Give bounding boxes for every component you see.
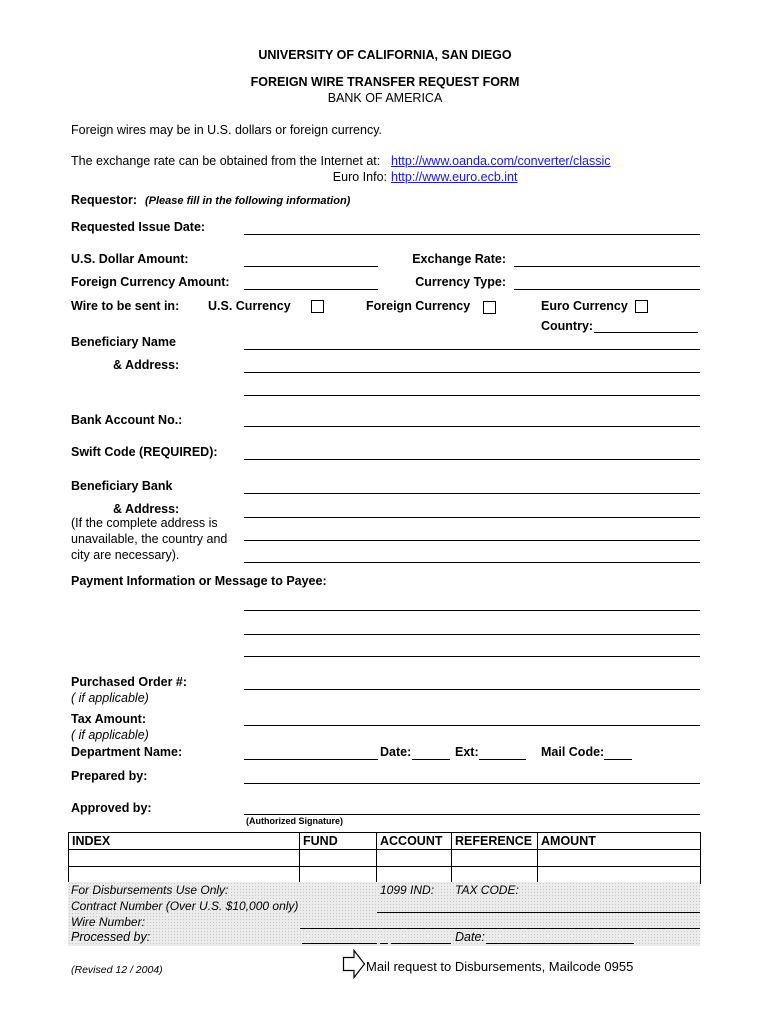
fund-header: FUND bbox=[300, 833, 377, 850]
reference-cell[interactable] bbox=[452, 867, 538, 884]
processed-date-label: Date: bbox=[455, 930, 485, 944]
issue-date-label: Requested Issue Date: bbox=[71, 220, 206, 234]
wire-number-label: Wire Number: bbox=[71, 915, 145, 929]
us-currency-checkbox[interactable] bbox=[311, 300, 324, 313]
authorized-signature-label: (Authorized Signature) bbox=[246, 816, 343, 826]
country-label: Country: bbox=[541, 319, 594, 333]
department-label: Department Name: bbox=[71, 745, 183, 759]
account-table-header bbox=[69, 833, 701, 850]
beneficiary-name-label: Beneficiary Name bbox=[71, 335, 176, 349]
mail-code-label: Mail Code: bbox=[541, 745, 605, 759]
swift-code-field[interactable] bbox=[244, 459, 700, 460]
table-row bbox=[69, 850, 701, 867]
payment-info-line-1[interactable] bbox=[244, 610, 700, 611]
fund-cell[interactable] bbox=[300, 850, 377, 867]
us-currency-label: U.S. Currency bbox=[208, 299, 291, 313]
disbursements-use-only: For Disbursements Use Only: bbox=[71, 883, 229, 897]
amount-cell[interactable] bbox=[538, 867, 701, 884]
foreign-currency-checkbox[interactable] bbox=[483, 301, 496, 314]
contract-number-field[interactable] bbox=[377, 912, 700, 913]
beneficiary-name-field[interactable] bbox=[244, 349, 700, 350]
processed-by-field[interactable] bbox=[302, 943, 377, 944]
date-label: Date: bbox=[380, 745, 412, 759]
account-header: ACCOUNT bbox=[377, 833, 452, 850]
department-field[interactable] bbox=[244, 759, 378, 760]
issue-date-field[interactable] bbox=[244, 234, 700, 235]
bank-address-line-2[interactable] bbox=[244, 540, 700, 541]
beneficiary-address-line-1[interactable] bbox=[244, 372, 700, 373]
currency-type-field[interactable] bbox=[514, 289, 700, 290]
euro-currency-checkbox[interactable] bbox=[635, 300, 648, 313]
date-field[interactable] bbox=[412, 759, 450, 760]
swift-code-label: Swift Code (REQUIRED): bbox=[71, 445, 218, 459]
bank-address-line-3[interactable] bbox=[244, 562, 700, 563]
bank-account-field[interactable] bbox=[244, 426, 700, 427]
beneficiary-address-label: & Address: bbox=[113, 358, 180, 372]
university-title: UNIVERSITY OF CALIFORNIA, SAN DIEGO bbox=[258, 48, 512, 62]
beneficiary-bank-label: Beneficiary Bank bbox=[71, 479, 173, 493]
bank-account-label: Bank Account No.: bbox=[71, 413, 183, 427]
reference-cell[interactable] bbox=[452, 850, 538, 867]
tax-amount-label: Tax Amount: bbox=[71, 712, 146, 726]
wire-number-field[interactable] bbox=[300, 928, 700, 929]
mail-request-note: Mail request to Disbursements, Mailcode 0955 bbox=[366, 959, 634, 974]
payment-info-line-2[interactable] bbox=[244, 634, 700, 635]
index-cell[interactable] bbox=[69, 867, 300, 884]
bank-address-line-1[interactable] bbox=[244, 517, 700, 518]
prepared-by-field[interactable] bbox=[244, 783, 700, 784]
exchange-rate-field[interactable] bbox=[514, 266, 700, 267]
bank-address-label: & Address: bbox=[113, 502, 180, 516]
currency-note: Foreign wires may be in U.S. dollars or foreign currency. bbox=[71, 123, 382, 137]
prepared-by-label: Prepared by: bbox=[71, 769, 148, 783]
revised-note: (Revised 12 / 2004) bbox=[71, 964, 163, 976]
ind-1099-label: 1099 IND: bbox=[380, 883, 435, 897]
payment-info-label: Payment Information or Message to Payee: bbox=[71, 574, 327, 588]
tax-amount-field[interactable] bbox=[244, 725, 700, 726]
ext-field[interactable] bbox=[479, 759, 526, 760]
reference-header: REFERENCE bbox=[452, 833, 538, 850]
tax-if-applicable: ( if applicable) bbox=[71, 728, 149, 742]
index-cell[interactable] bbox=[69, 850, 300, 867]
usd-amount-label: U.S. Dollar Amount: bbox=[71, 252, 189, 266]
mail-code-field[interactable] bbox=[604, 759, 632, 760]
table-row bbox=[69, 867, 701, 884]
account-cell[interactable] bbox=[377, 867, 452, 884]
foreign-amount-label: Foreign Currency Amount: bbox=[71, 275, 230, 289]
processed-by-field-end[interactable] bbox=[391, 943, 451, 944]
account-table bbox=[68, 832, 701, 884]
contract-number-label: Contract Number (Over U.S. $10,000 only) bbox=[71, 899, 299, 913]
processed-by-label: Processed by: bbox=[71, 930, 151, 944]
beneficiary-address-line-2[interactable] bbox=[244, 395, 700, 396]
usd-amount-field[interactable] bbox=[244, 266, 378, 267]
oanda-link[interactable]: http://www.oanda.com/converter/classic bbox=[391, 154, 611, 168]
fund-cell[interactable] bbox=[300, 867, 377, 884]
po-if-applicable: ( if applicable) bbox=[71, 691, 149, 705]
purchase-order-field[interactable] bbox=[244, 689, 700, 690]
requestor-hint: (Please fill in the following information) bbox=[145, 195, 351, 207]
approved-by-label: Approved by: bbox=[71, 801, 152, 815]
requestor-label: Requestor: bbox=[71, 193, 137, 207]
bank-address-note-1: (If the complete address is bbox=[71, 516, 218, 530]
beneficiary-bank-field[interactable] bbox=[244, 493, 700, 494]
purchase-order-label: Purchased Order #: bbox=[71, 675, 188, 689]
approved-by-field[interactable] bbox=[244, 814, 700, 815]
ecb-link[interactable]: http://www.euro.ecb.int bbox=[391, 170, 518, 184]
exchange-rate-field-label: Exchange Rate: bbox=[412, 252, 506, 266]
foreign-currency-label: Foreign Currency bbox=[366, 299, 471, 313]
form-title: FOREIGN WIRE TRANSFER REQUEST FORM bbox=[250, 75, 520, 89]
country-field[interactable] bbox=[594, 332, 698, 333]
euro-currency-label: Euro Currency bbox=[541, 299, 628, 313]
wire-sent-in-label: Wire to be sent in: bbox=[71, 299, 180, 313]
bank-address-note-3: city are necessary). bbox=[71, 548, 180, 562]
tax-code-label: TAX CODE: bbox=[455, 883, 519, 897]
index-header: INDEX bbox=[69, 833, 300, 850]
bank-address-note-2: unavailable, the country and bbox=[71, 532, 228, 546]
euro-info-label: Euro Info: bbox=[332, 170, 387, 184]
payment-info-line-3[interactable] bbox=[244, 656, 700, 657]
processed-date-field[interactable] bbox=[486, 943, 634, 944]
foreign-amount-field[interactable] bbox=[244, 289, 378, 290]
amount-header: AMOUNT bbox=[538, 833, 701, 850]
currency-type-label: Currency Type: bbox=[415, 275, 506, 289]
exchange-rate-label: The exchange rate can be obtained from the Internet at: bbox=[71, 154, 381, 168]
ext-label: Ext: bbox=[455, 745, 479, 759]
arrow-right-icon bbox=[342, 949, 366, 979]
bank-name: BANK OF AMERICA bbox=[327, 91, 443, 105]
processed-by-field-mid[interactable] bbox=[380, 943, 388, 944]
amount-cell[interactable] bbox=[538, 850, 701, 867]
account-cell[interactable] bbox=[377, 850, 452, 867]
